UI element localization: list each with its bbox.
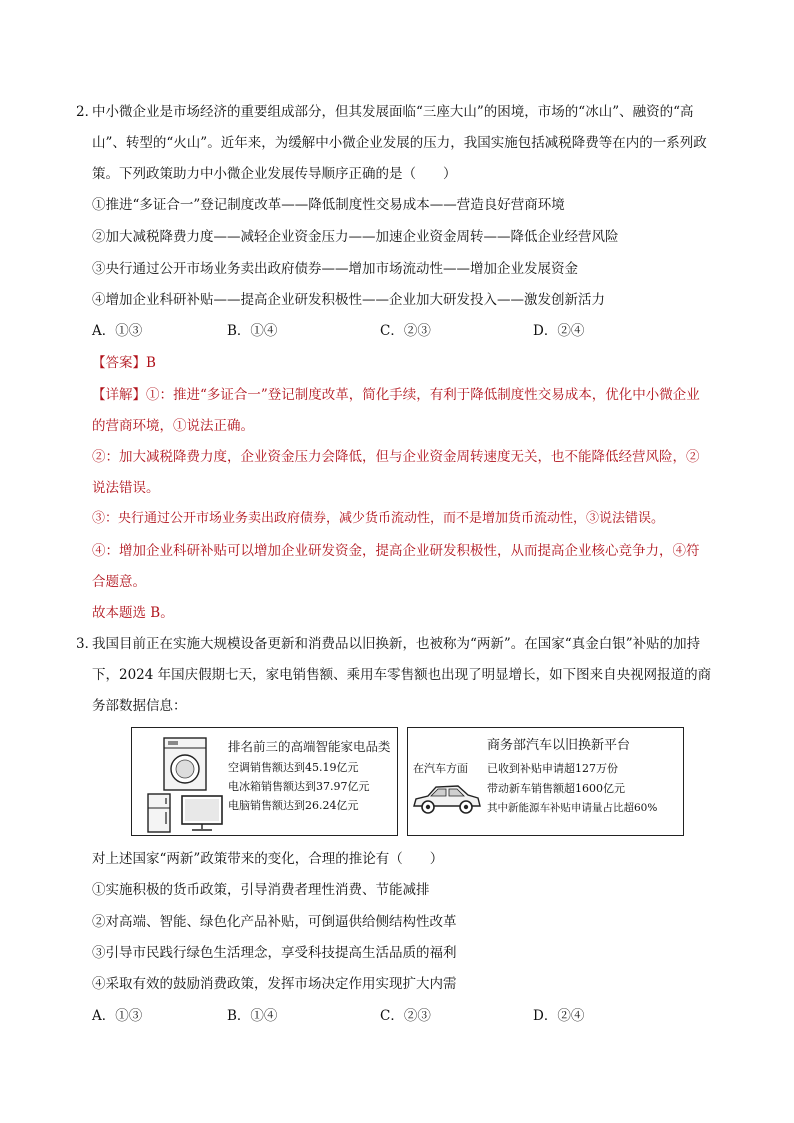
question-2-option-b: B．①④ [227, 323, 278, 339]
question-3-item-3: ③引导市民践行绿色生活理念，享受科技提高生活品质的福利 [92, 945, 457, 961]
car-figure-line-3: 其中新能源车补贴申请量占比超60% [487, 802, 658, 814]
car-figure-line-1: 已收到补贴申请超127万份 [487, 762, 618, 775]
question-3-stem-line-1: 我国目前正在实施大规模设备更新和消费品以旧换新，也被称为“两新”。在国家“真金白银”补贴的加持 [92, 636, 701, 652]
washing-machine-icon [164, 738, 206, 790]
question-2-number: 2． [76, 104, 99, 120]
question-2-explanation-line-3: ②：加大减税降费力度，企业资金压力会降低，但与企业资金周转速度无关，也不能降低经营风险，② [92, 449, 700, 465]
question-2-item-3: ③央行通过公开市场业务卖出政府债券——增加市场流动性——增加企业发展资金 [92, 261, 578, 277]
appliance-figure-line-2: 电冰箱销售额达到37.97亿元 [228, 780, 370, 793]
question-2-item-2: ②加大减税降费力度——减轻企业资金压力——加速企业资金周转——降低企业经营风险 [92, 229, 619, 245]
question-2-option-d: D．②④ [533, 323, 585, 339]
question-2-explanation-line-1: 【详解】①：推进“多证合一”登记制度改革，简化手续，有利于降低制度性交易成本，优化中小微企业 [92, 387, 700, 403]
question-2-item-1: ①推进“多证合一”登记制度改革——降低制度性交易成本——营造良好营商环境 [92, 197, 565, 213]
question-2-stem-line-1: 中小微企业是市场经济的重要组成部分，但其发展面临“三座大山”的困境，市场的“冰山”、融资的“高 [92, 104, 694, 120]
question-2-explanation-line-6: ④：增加企业科研补贴可以增加企业研发资金，提高企业研发积极性，从而提高企业核心竞争力，④符 [92, 543, 700, 559]
question-3-option-b: B．①④ [227, 1008, 278, 1024]
question-3-item-2: ②对高端、智能、绿色化产品补贴，可倒逼供给侧结构性改革 [92, 914, 457, 930]
question-3-number: 3． [76, 636, 99, 652]
appliance-figure-title: 排名前三的高端智能家电品类 [228, 739, 391, 754]
question-3-option-d: D．②④ [533, 1008, 585, 1024]
question-2-explanation-line-5: ③：央行通过公开市场业务卖出政府债券，减少货币流动性，而不是增加货币流动性，③说法错误。 [92, 511, 665, 526]
question-2-explanation-line-8: 故本题选 B。 [92, 605, 174, 621]
refrigerator-icon [148, 794, 170, 832]
appliance-figure-line-3: 电脑销售额达到26.24亿元 [228, 799, 359, 812]
question-3-item-1: ①实施积极的货币政策，引导消费者理性消费、节能减排 [92, 882, 430, 898]
question-2-option-c: C．②③ [380, 323, 431, 339]
car-figure-side-label: 在汽车方面 [413, 762, 468, 775]
question-3-option-c: C．②③ [380, 1008, 431, 1024]
appliance-illustration [136, 730, 226, 835]
question-3-item-4: ④采取有效的鼓励消费政策，发挥市场决定作用实现扩大内需 [92, 976, 457, 992]
question-2-stem-line-2: 山”、转型的“火山”。近年来，为缓解中小微企业发展的压力，我国实施包括减税降费等在内的一系列政 [92, 135, 707, 151]
car-figure-line-2: 带动新车销售额超1600亿元 [487, 782, 625, 795]
question-2-item-4: ④增加企业科研补贴——提高企业研发积极性——企业加大研发投入——激发创新活力 [92, 292, 605, 308]
computer-monitor-icon [182, 796, 222, 830]
question-2-explanation-line-7: 合题意。 [92, 574, 146, 590]
car-tradein-figure [407, 727, 684, 836]
question-3-prompt: 对上述国家“两新”政策带来的变化，合理的推论有（ ） [92, 851, 444, 867]
question-3-stem-line-3: 务部数据信息： [92, 698, 187, 714]
question-2-explanation-line-2: 的营商环境，①说法正确。 [92, 418, 254, 434]
appliance-sales-figure [131, 727, 398, 836]
car-icon [410, 780, 484, 820]
question-2-stem-line-3: 策。下列政策助力中小微企业发展传导顺序正确的是（ ） [92, 166, 457, 182]
question-3-option-a: A．①③ [92, 1008, 143, 1024]
question-2-option-a: A．①③ [92, 323, 143, 339]
question-2-answer: 【答案】B [92, 355, 156, 371]
appliance-figure-line-1: 空调销售额达到45.19亿元 [228, 761, 359, 774]
question-2-explanation-line-4: 说法错误。 [92, 480, 160, 496]
car-figure-title: 商务部汽车以旧换新平台 [487, 738, 631, 753]
question-3-stem-line-2: 下，2024 年国庆假期七天，家电销售额、乘用车零售额也出现了明显增长，如下图来自央视网报道的商 [92, 667, 712, 683]
